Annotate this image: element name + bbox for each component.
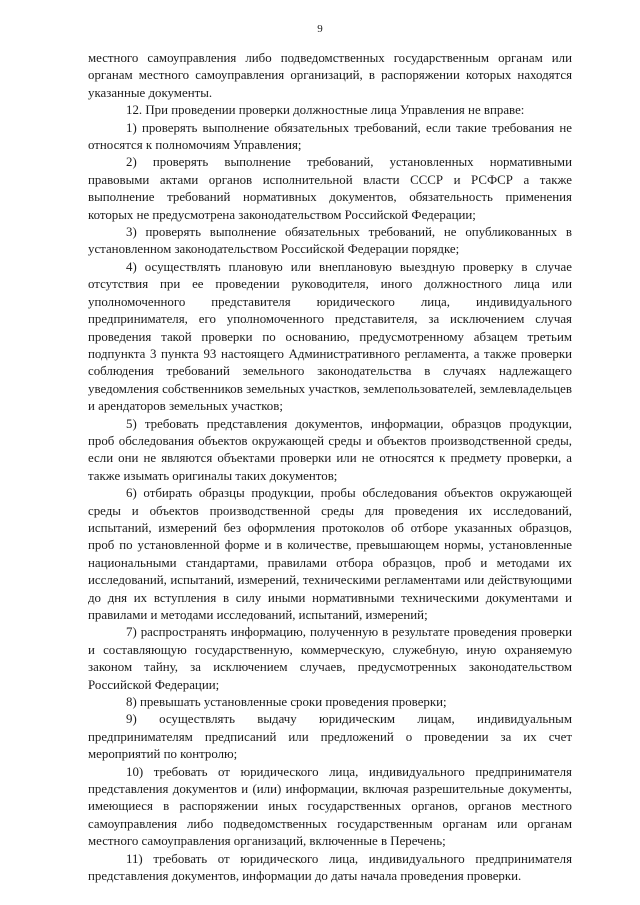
- body-text: [88, 50, 572, 886]
- paragraph-item-10: 10) требовать от юридического лица, индивидуального предпринимателя представления документов и (или) информации, включая разрешительные документы, имеющиеся в распоряжении иных государственных органов, органов местного самоуправления либо подведомственных государственным органам или органам местного самоуправления организаций, включенные в Перечень;: [88, 764, 572, 849]
- paragraph-item-8: 8) превышать установленные сроки проведения проверки;: [126, 695, 447, 710]
- paragraph-item-2: 2) проверять выполнение требований, установленных нормативными правовыми актами органов исполнительной власти СССР и РСФСР а также выполнение требований нормативных документов, обязательность применения которых не предусмотрена законодательством Российской Федерации;: [88, 155, 572, 222]
- paragraph-item-11: 11) требовать от юридического лица, индивидуального предпринимателя представления документов, информации до даты начала проведения проверки.: [88, 851, 572, 884]
- paragraph-item-4: 4) осуществлять плановую или внеплановую выездную проверку в случае отсутствия при ее проведении руководителя, иного должностного лица или уполномоченного представителя юридического лица, индивидуального предпринимателя, его уполномоченного представителя, за исключением случая проведения такой проверки по основанию, предусмотренному абзацем третьим подпункта 3 пункта 93 настоящего Административного регламента, а также проверки соблюдения требований земельного законодательства в случаях надлежащего уведомления собственников земельных участков, землепользователей, землевладельцев и арендаторов земельных участков;: [88, 259, 572, 414]
- paragraph-item-3: 3) проверять выполнение обязательных требований, не опубликованных в установленном законодательством Российской Федерации порядке;: [88, 225, 572, 257]
- paragraph-continuation: местного самоуправления либо подведомственных государственным органам или органам местного самоуправления организаций, в распоряжении которых находятся указанные документы.: [88, 51, 572, 100]
- paragraph-item-9: 9) осуществлять выдачу юридическим лицам, индивидуальным предпринимателям предписаний или предложений о проведении за их счет мероприятий по контролю;: [88, 712, 572, 762]
- page-number: 9: [317, 23, 323, 35]
- paragraph-item-7: 7) распространять информацию, полученную в результате проведения проверки и составляющую государственную, коммерческую, служебную, иную охраняемую законом тайну, за исключением случаев, предусмотренных законодательством Российской Федерации;: [88, 625, 572, 692]
- paragraph-item-1: 1) проверять выполнение обязательных требований, если такие требования не относятся к полномочиям Управления;: [88, 120, 572, 153]
- paragraph-clause-12: 12. При проведении проверки должностные лица Управления не вправе:: [126, 103, 525, 118]
- paragraph-item-5: 5) требовать представления документов, информации, образцов продукции, проб обследования объектов окружающей среды и объектов производственной среды, если они не являются объектами проверки или не относятся к предмету проверки, а также изымать оригиналы таких документов;: [88, 416, 572, 483]
- paragraph-item-6: 6) отбирать образцы продукции, пробы обследования объектов окружающей среды и объектов производственной среды для проведения их исследований, испытаний, измерений без оформления протоколов об отборе указанных образцов, проб по установленной форме и в количестве, превышающем нормы, установленные национальными стандартами, правилами отбора образцов, проб и методами их исследований, испытаний, измерений, техническими регламентами или действующими до дня их вступления в силу иными нормативными техническими документами и правилами и методами исследований, испытаний, измерений;: [88, 486, 572, 622]
